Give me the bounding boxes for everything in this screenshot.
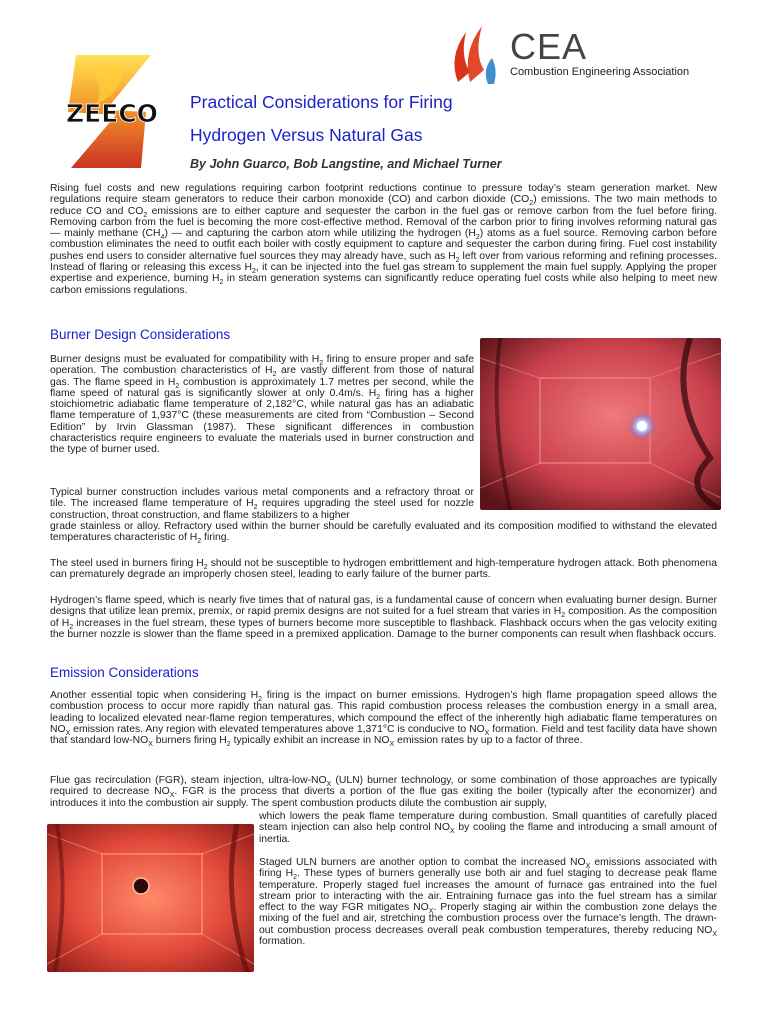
heading-burner-design: Burner Design Considerations	[50, 327, 231, 342]
emission-paragraph-1: Another essential topic when considering $H_2$ firing is the impact on burner emissions. Hydrogen’s high flame propagation speed allows the combustion process to occur more rapidly than natural gas. This rapid combustion process releases the combustion energy in a small area, leading to localized elevated near-flame region temperatures, which compound the effect of the inherently high adiabatic flame temperatures on $NO_X$ emission rates. Any region with elevated temperatures above 1,371°C is conducive to $NO_X$ formation. Field and test facility data have shown that standard low-$NO_X$ burners firing $H_2$ typically exhibit an increase in $NO_X$ emission rates by up to a factor of three.	[50, 690, 717, 749]
emission-paragraph-2a: Flue gas recirculation (FGR), steam injection, ultra-$low-NO_X$ (ULN) burner technology, or some combination of those approaches are typically required to decrease $NO_X$. FGR is the process that diverts a portion of the flue gas exiting the boiler (typically after the economizer) and introduces it into the combustion air supply. The spent combustion products dilute the combustion air supply,	[50, 775, 717, 809]
emission-paragraph-2b: which lowers the peak flame temperature during combustion. Small quantities of carefully placed steam injection can also help control $NO_X$ by cooling the flame and introducing a small amount of inertia.	[259, 811, 718, 845]
article-title-line1: Practical Considerations for Firing	[190, 92, 453, 112]
burner-paragraph-1: Burner designs must be evaluated for compatibility with $H_2$ firing to ensure proper and safe operation. The combustion characteristics of $H_2$ are vastly different from those of natural gas. The flame speed in $H_2$ combustion is approximately 1.7 metres per second, while the flame speed of natural gas is significantly slower at only 0.4m/s. $H_2$ firing has a higher stoichiometric adiabatic flame temperature of 2,182°C, while natural gas has an adiabatic flame temperature of 1,937°C (these measurements are cited from “Combustion – Second Edition” by Irvin Glassman (1987). These significant differences in combustion characteristics require engineers to evaluate the materials used in burner construction and the type of burner used.	[50, 354, 475, 456]
zeeco-logo	[46, 50, 176, 170]
furnace-photo-combustion	[47, 824, 254, 972]
cea-flame-icon	[448, 22, 508, 84]
zeeco-wordmark: ZEECO	[66, 99, 158, 128]
cea-logo	[448, 22, 718, 84]
intro-paragraph: Rising fuel costs and new regulations requiring carbon footprint reductions continue to pressure today’s steam generation market. New regulations require steam generators to reduce their carbon monoxide (CO) and carbon dioxide $(CO_2)$ emissions. The two main methods to reduce CO and $CO_2$ emissions are to either capture and sequester the carbon in the fuel gas or remove carbon from the fuel before firing. Removing carbon from the fuel is becoming the more cost-effective method. Removal of the carbon prior to firing involves reforming natural gas — mainly methane $(CH_4)$ — and capturing the carbon atom while utilizing the hydrogen $(H_2)$ atoms as a fuel source. Removing carbon before combustion eliminates the need to outfit each boiler with costly equipment to capture and sequester the carbon during firing. Fuel cost instability pushes end users to consider alternative fuel sources they may already have, such as $H_2$ left over from various reforming and refining processes. Instead of flaring or releasing this excess $H_2$, it can be injected into the fuel gas stream to supplement the main fuel supply. Applying the proper expertise and experience, burning $H_2$ in steam generation systems can significantly reduce operating fuel costs while also helping to meet new carbon emissions regulations.	[50, 183, 717, 296]
cea-subtitle: Combustion Engineering Association	[510, 66, 690, 78]
emission-paragraph-3: Staged ULN burners are another option to combat the increased $NO_X$ emissions associated with firing $H_2$. These types of burners generally use both air and fuel staging to decrease peak flame temperature. Properly staged fuel increases the amount of furnace gas entrained into the fuel stream prior to interacting with the air. Entraining furnace gas into the fuel stream has a similar effect to the way FGR mitigates $NO_X$. Properly staging air within the combustion zone delays the mixing of the fuel and air, stretching the combustion process over the furnace’s length. The drawn-out combustion process decreases overall peak combustion temperatures, thereby reducing $NO_X$ formation.	[259, 857, 718, 948]
burner-paragraph-2b: grade stainless or alloy. Refractory used within the burner should be carefully evaluated and its composition modified to withstand the elevated temperatures characteristic of $H_2$ firing.	[50, 521, 717, 546]
burner-paragraph-4: Hydrogen’s flame speed, which is nearly five times that of natural gas, is a fundamental cause of concern when evaluating burner design. Burner designs that utilize lean premix, premix, or rapid premix designs are not suited for a fuel stream that varies in $H_2$ composition. As the composition of $H_2$ increases in the fuel stream, these types of burners become more susceptible to flashback. Flashback occurs when the gas velocity exiting the burner nozzle is slower than the flame speed in a premixed application. Damage to the burner components can result when flashback occurs.	[50, 595, 718, 640]
furnace-photo-burner	[480, 338, 721, 510]
burner-paragraph-3: The steel used in burners firing $H_2$ should not be susceptible to hydrogen embrittlement and high-temperature hydrogen attack. Both phenomena can prematurely degrade an improperly chosen steel, leading to early failure of the burner parts.	[50, 558, 717, 581]
burner-paragraph-2a: Typical burner construction includes various metal components and a refractory throat or tile. The increased flame temperature of $H_2$ requires upgrading the steel used for nozzle construction, throat construction, and flame stabilizers to a higher	[50, 487, 474, 521]
heading-emission: Emission Considerations	[50, 665, 199, 680]
cea-wordmark: CEA	[510, 26, 588, 67]
byline: By John Guarco, Bob Langstine, and Michael Turner	[190, 157, 502, 171]
article-title-line2: Hydrogen Versus Natural Gas	[190, 125, 423, 145]
